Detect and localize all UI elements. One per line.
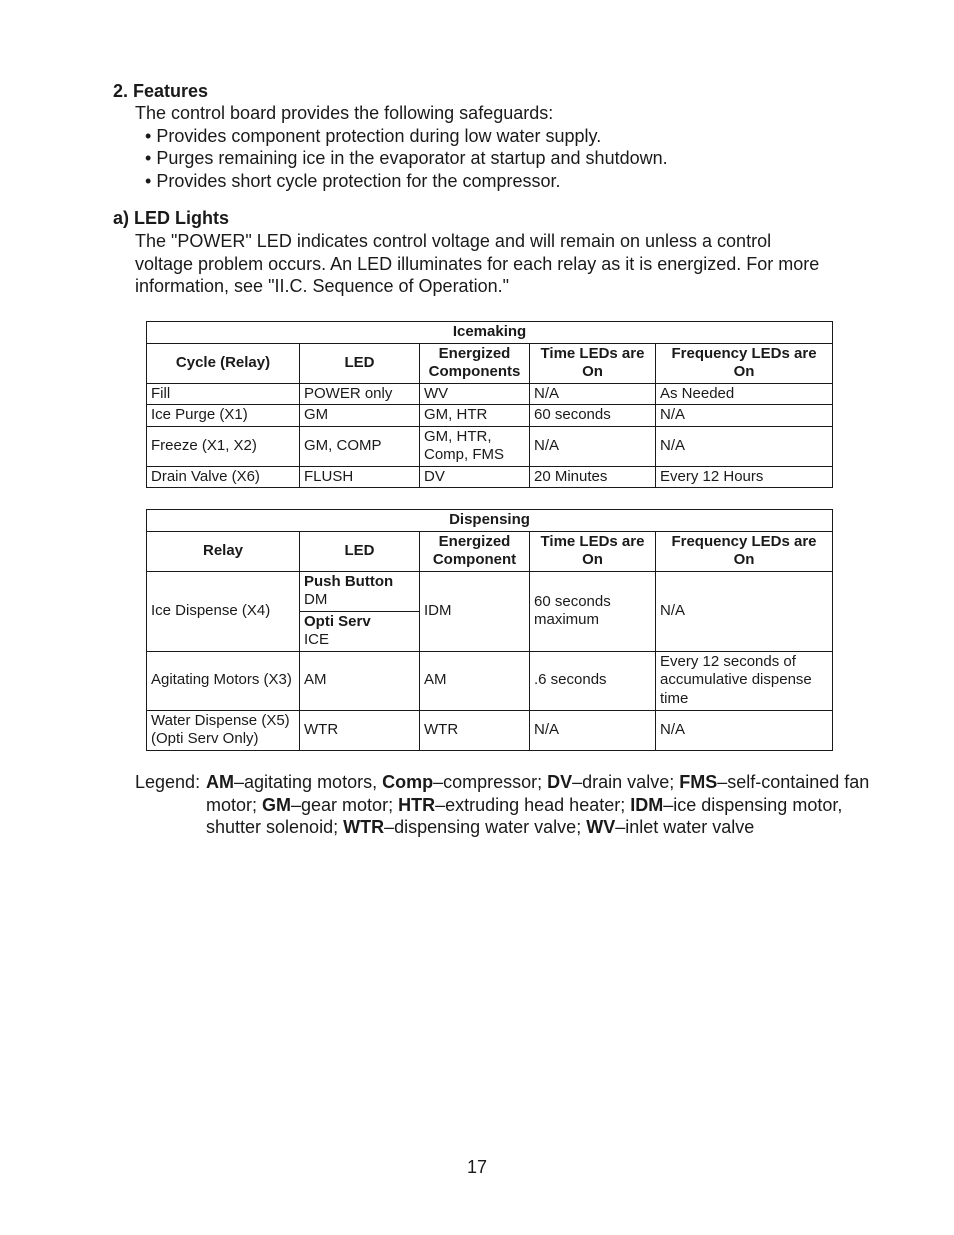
led-lights-line: voltage problem occurs. An LED illuminates for each relay as it is energized. For more (135, 253, 820, 274)
features-intro: The control board provides the following safeguards: (135, 103, 554, 123)
table-cell: 60 seconds maximum (530, 571, 656, 651)
opti-serv-led (300, 611, 419, 651)
column-header: LED (300, 531, 420, 571)
legend-label: Legend: (135, 772, 201, 792)
table-cell: 20 Minutes (530, 466, 656, 488)
legend-body (206, 771, 875, 839)
legend-item: FMS–self-contained fan motor; (206, 772, 870, 815)
column-header: Frequency LEDs are On (656, 531, 833, 571)
table-cell: GM (300, 405, 420, 427)
table-cell: N/A (656, 571, 833, 651)
column-header: Time LEDs are On (530, 531, 656, 571)
table-cell: FLUSH (300, 466, 420, 488)
table-cell: N/A (656, 710, 833, 750)
push-button-value: DM (304, 591, 328, 608)
dispensing-title: Dispensing (147, 510, 833, 532)
table-cell: AM (420, 651, 530, 710)
legend-item: HTR–extruding head heater; (398, 794, 631, 815)
page-number: 17 (466, 1157, 488, 1177)
legend-item: AM–agitating motors, (206, 772, 383, 792)
table-cell: WTR (300, 710, 420, 750)
table-row (147, 710, 833, 750)
led-lights-heading: a) LED Lights (113, 208, 229, 228)
table-cell: N/A (656, 405, 833, 427)
table-row (147, 383, 833, 405)
table-cell: N/A (530, 426, 656, 466)
push-button-led (300, 572, 419, 611)
legend-item: GM–gear motor; (262, 794, 399, 815)
legend-item: DV–drain valve; (547, 772, 680, 792)
table-cell: N/A (530, 710, 656, 750)
legend-item: WV–inlet water valve (586, 817, 755, 837)
led-lights-line: information, see "II.C. Sequence of Operation." (135, 276, 509, 296)
table-cell: N/A (530, 383, 656, 405)
table-cell: N/A (656, 426, 833, 466)
table-cell: DV (420, 466, 530, 488)
table-cell: Water Dispense (X5) (Opti Serv Only) (147, 710, 300, 750)
table-cell: Freeze (X1, X2) (147, 426, 300, 466)
column-header: Frequency LEDs are On (656, 343, 833, 383)
led-lights-paragraph (135, 230, 895, 298)
table-cell: POWER only (300, 383, 420, 405)
features-bullet-list (145, 125, 855, 193)
column-header: Energized Component (420, 531, 530, 571)
table-cell: Drain Valve (X6) (147, 466, 300, 488)
table-row (147, 571, 833, 651)
table-cell: WTR (420, 710, 530, 750)
opti-serv-label: Opti Serv (304, 612, 371, 630)
table-cell: GM, COMP (300, 426, 420, 466)
table-cell: Every 12 Hours (656, 466, 833, 488)
table-cell: 60 seconds (530, 405, 656, 427)
table-cell: Agitating Motors (X3) (147, 651, 300, 710)
icemaking-table (146, 321, 833, 488)
table-row (147, 405, 833, 427)
column-header: Cycle (Relay) (147, 343, 300, 383)
column-header: LED (300, 343, 420, 383)
features-bullet: • Purges remaining ice in the evaporator at startup and shutdown. (145, 147, 855, 170)
legend (135, 771, 875, 839)
column-header: Energized Components (420, 343, 530, 383)
dispensing-table (146, 509, 833, 751)
dispensing-header-row (147, 531, 833, 571)
icemaking-header-row (147, 343, 833, 383)
legend-item: Comp–compressor; (382, 772, 548, 792)
table-cell: Every 12 seconds of accumulative dispense time (656, 651, 833, 710)
column-header: Time LEDs are On (530, 343, 656, 383)
table-row (147, 651, 833, 710)
icemaking-title: Icemaking (147, 322, 833, 344)
push-button-label: Push Button (304, 572, 394, 590)
table-row (147, 466, 833, 488)
legend-item: IDM–ice dispensing motor, shutter solenoid; (206, 794, 843, 837)
opti-serv-value: ICE (304, 631, 330, 648)
features-heading: 2. Features (113, 81, 209, 101)
table-row (147, 426, 833, 466)
table-cell: IDM (420, 571, 530, 651)
features-bullet: • Provides short cycle protection for the compressor. (145, 170, 855, 193)
table-cell: Ice Purge (X1) (147, 405, 300, 427)
table-cell: As Needed (656, 383, 833, 405)
table-cell: Ice Dispense (X4) (147, 571, 300, 651)
led-lights-line: The "POWER" LED indicates control voltage and will remain on unless a control (135, 231, 772, 251)
table-cell: Fill (147, 383, 300, 405)
features-body (135, 102, 855, 192)
led-split-cell (300, 571, 420, 651)
column-header: Relay (147, 531, 300, 571)
table-cell: GM, HTR (420, 405, 530, 427)
table-cell: .6 seconds (530, 651, 656, 710)
legend-item: WTR–dispensing water valve; (343, 817, 587, 837)
table-cell: WV (420, 383, 530, 405)
table-cell: AM (300, 651, 420, 710)
features-bullet: • Provides component protection during low water supply. (145, 125, 855, 148)
table-cell: GM, HTR, Comp, FMS (420, 426, 530, 466)
